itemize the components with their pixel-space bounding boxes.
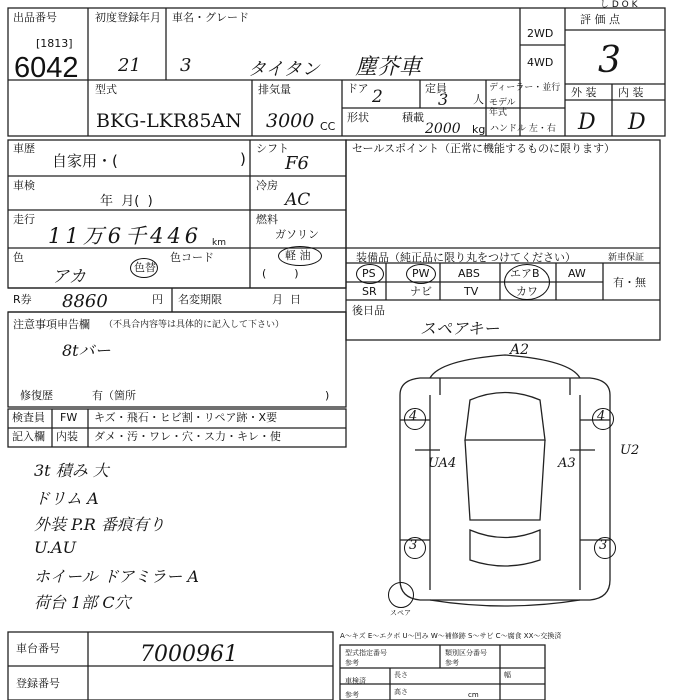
- footer-field-length: 長さ: [394, 671, 408, 679]
- model-grade: 塵芥車: [355, 55, 422, 80]
- capacity-value: 3: [438, 90, 449, 109]
- history-label: 車歴: [13, 142, 35, 155]
- recycle-label: R券: [13, 293, 32, 306]
- diagram-legend: A～キズ E～エクボ U～凹み W～補修跡 S～サビ C～腐食 XX～交換済: [340, 632, 562, 640]
- reg-month: 3: [180, 55, 192, 76]
- footer-field-type-cert: 型式指定番号: [345, 649, 387, 657]
- name-change-text: 月 日: [272, 293, 301, 306]
- shift-label: シフト: [256, 142, 289, 155]
- model-name: タイタン: [248, 59, 320, 80]
- hand-note-1: 3t 積み 大: [34, 461, 109, 480]
- name-change-label: 名変期限: [178, 293, 222, 306]
- equip-tv: TV: [464, 285, 479, 298]
- lot-label: 出品番号: [13, 11, 57, 24]
- color-mark-circle: [130, 258, 158, 278]
- hand-note-6: 荷台 1部 C穴: [34, 593, 131, 612]
- model-year-label: モデル 年式: [489, 98, 516, 118]
- equip-airbag: エアB: [510, 267, 540, 280]
- notes-instruction: （不具合内容等は具体的に記入して下さい）: [104, 320, 285, 330]
- sales-point-label: セールスポイント（正常に機能するものに限ります）: [352, 142, 616, 155]
- equip-pw-circle: [406, 264, 436, 284]
- color-code-label: 色コード: [170, 251, 214, 264]
- color-label: 色: [13, 251, 24, 264]
- ac-label: 冷房: [256, 179, 278, 192]
- notes-value: 8tバー: [62, 341, 111, 360]
- registration-label: 登録番号: [16, 677, 60, 690]
- inspection-text: 年 月( ): [100, 194, 153, 209]
- truck-diagram: [400, 355, 610, 606]
- footer-field-ref-2: 参考: [445, 659, 459, 667]
- interior-label: 内 装: [618, 86, 644, 99]
- drive-4wd: 4WD: [527, 56, 554, 69]
- displacement-value: 3000: [266, 110, 315, 132]
- spare-label: スペア: [390, 609, 411, 617]
- hand-note-5: ホイール ドアミラー A: [34, 567, 199, 586]
- fw-label: FW: [60, 411, 78, 424]
- history-value: 自家用・(: [52, 152, 118, 170]
- capacity-unit: 人: [473, 93, 484, 106]
- displacement-label: 排気量: [258, 83, 291, 96]
- diagram-mark-a2: A2: [510, 342, 530, 358]
- inspector-label-1: 検査員: [12, 411, 45, 424]
- fuel-diesel: 軽 油: [285, 249, 311, 262]
- inspector-label-2: 記入欄: [12, 430, 45, 443]
- equip-pw: PW: [412, 267, 430, 280]
- load-unit: kg: [472, 123, 486, 136]
- model-label: 車名・グレード: [172, 11, 249, 24]
- type-label: 型式: [95, 83, 117, 96]
- drive-2wd: 2WD: [527, 27, 554, 40]
- reg-year: 21: [118, 55, 141, 76]
- diagram-mark-4-right: 4: [597, 409, 606, 424]
- interior-value: D: [628, 110, 646, 135]
- interior-check-label: 内装: [56, 430, 78, 443]
- footer-cm-unit: cm: [468, 691, 479, 699]
- equipment-label: 装備品（純正品に限り丸をつけてください）: [356, 251, 576, 264]
- shape-label: 形状: [347, 111, 369, 124]
- aftermarket-label: 後日品: [352, 304, 385, 317]
- history-close: ): [240, 150, 246, 168]
- footer-field-class: 類別区分番号: [445, 649, 487, 657]
- fw-text: キズ・飛石・ヒビ割・リペア跡・X要: [94, 411, 278, 424]
- equip-aw: AW: [568, 267, 586, 280]
- hand-note-3: 外装 P.R 番痕有り: [34, 515, 165, 534]
- grade-label: 評 価 点: [580, 13, 620, 26]
- new-car-label: 新車保証: [608, 253, 645, 263]
- exterior-label: 外 装: [571, 86, 597, 99]
- fuel-gas: ガソリン: [275, 228, 319, 241]
- fuel-diesel-circle: [278, 246, 322, 266]
- lot-sub: [1813]: [36, 37, 73, 50]
- footer-field-height: 高さ: [394, 688, 408, 696]
- interior-check-text: ダメ・汚・ワレ・穴・ス力・キレ・使: [94, 430, 281, 443]
- hand-note-4: U.AU: [34, 538, 77, 557]
- new-car-value: 有・無: [613, 276, 646, 289]
- diagram-mark-3-left: 3: [409, 538, 418, 553]
- spare-tire-icon: [388, 582, 414, 608]
- handle-label: ハンドル 左・右: [490, 124, 556, 134]
- color-value: アカ: [52, 267, 86, 287]
- diagram-mark-4-left: 4: [409, 409, 418, 424]
- equip-sr: SR: [362, 285, 377, 298]
- equip-navi: ナビ: [410, 285, 432, 298]
- type-value: BKG-LKR85AN: [96, 110, 242, 132]
- chassis-value: 7000961: [140, 642, 238, 667]
- grade-value: 3: [598, 40, 621, 81]
- equip-abs: ABS: [458, 267, 480, 280]
- top-partial: し D O K: [600, 0, 638, 10]
- hand-note-2: ドリム A: [34, 489, 99, 508]
- recycle-unit: 円: [152, 293, 163, 306]
- repair-value: 有（箇所: [92, 389, 136, 402]
- mileage-unit: km: [212, 238, 226, 248]
- fuel-paren: ( ): [262, 267, 299, 280]
- diagram-mark-a3: A3: [558, 456, 576, 471]
- color-mark: 色替: [134, 261, 156, 274]
- load-label: 積載: [402, 111, 424, 124]
- diagram-mark-ua4: UA4: [428, 456, 457, 471]
- inspection-label: 車検: [13, 179, 35, 192]
- shift-value: F6: [285, 153, 309, 174]
- equip-leather: カワ: [516, 285, 538, 298]
- doors-label: ドア: [347, 82, 369, 95]
- footer-field-width: 幅: [504, 671, 511, 679]
- doors-value: 2: [372, 87, 383, 107]
- capacity-label: 定員: [425, 82, 447, 95]
- recycle-value: 8860: [62, 291, 108, 312]
- notes-label: 注意事項申告欄: [13, 318, 90, 331]
- exterior-value: D: [578, 110, 596, 135]
- chassis-label: 車台番号: [16, 642, 60, 655]
- ac-value: AC: [285, 190, 311, 210]
- footer-field-ref-3: 参考: [345, 691, 359, 699]
- footer-field-inspected: 車検済: [345, 677, 366, 685]
- fuel-label: 燃料: [256, 213, 278, 226]
- footer-field-ref-1: 参考: [345, 659, 359, 667]
- load-value: 2000: [425, 121, 461, 137]
- mileage-label: 走行: [13, 213, 35, 226]
- aftermarket-value: スペアキー: [420, 319, 500, 338]
- equip-ps-circle: [356, 264, 384, 284]
- repair-label: 修復歴: [20, 389, 53, 402]
- displacement-unit: CC: [320, 120, 336, 133]
- dealer-label: ディーラー・並行: [489, 83, 561, 93]
- diagram-mark-u2: U2: [620, 443, 640, 458]
- mileage-value: 11万6千446: [48, 224, 203, 248]
- lot-number: 6042: [14, 52, 79, 84]
- first-reg-label: 初度登録年月: [95, 11, 161, 24]
- diagram-mark-3-right: 3: [599, 538, 608, 553]
- equip-ps: PS: [362, 267, 376, 280]
- repair-close: ): [325, 389, 330, 402]
